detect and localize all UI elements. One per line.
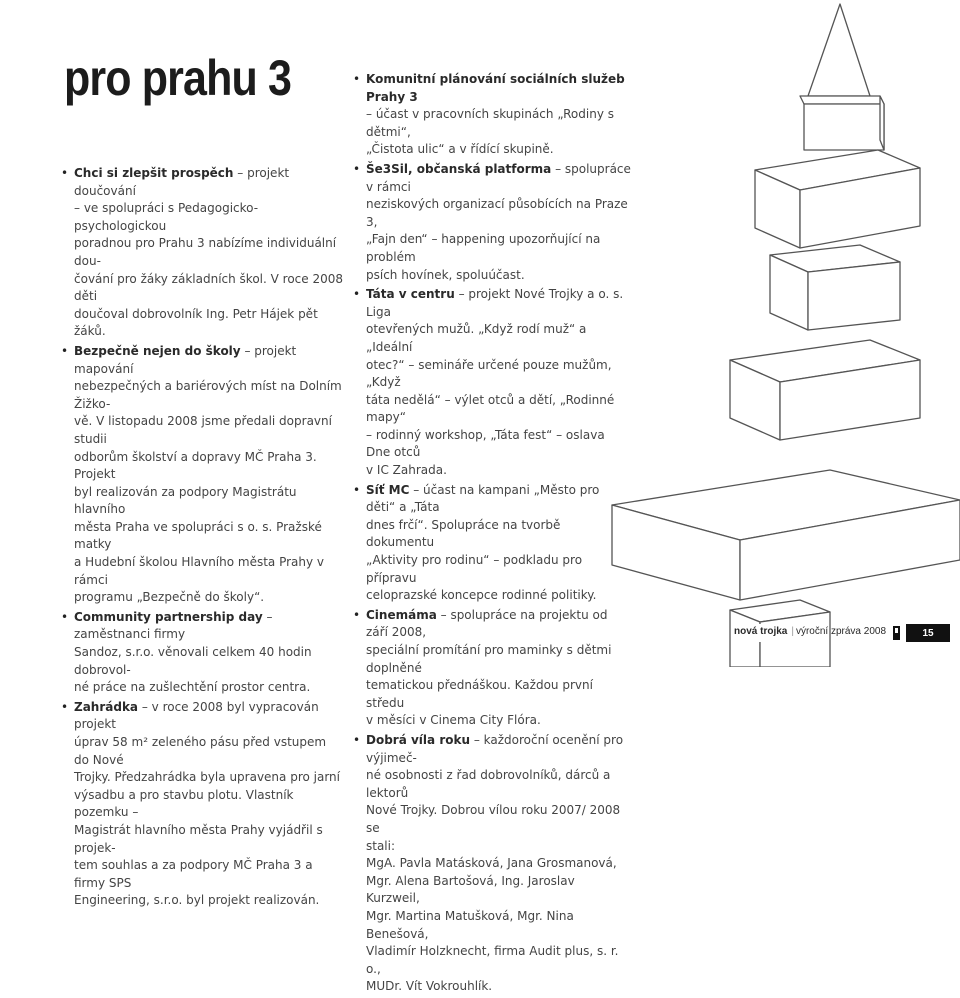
item-heading: Cinemáma <box>366 607 437 622</box>
footer-mark-icon <box>892 624 902 642</box>
bullet-icon: • <box>353 72 361 86</box>
bullet-icon: • <box>353 732 361 747</box>
list-item <box>60 165 344 341</box>
item-text: – zaměstnanci firmy Sandoz, s.r.o. věnovali celkem 40 hodin dobrovol- né práce na zušlechtění prostor centra. <box>74 609 312 695</box>
item-heading: Komunitní plánování sociálních služeb Prahy 3 <box>366 72 625 104</box>
page-title: pro prahu 3 <box>64 50 292 106</box>
bullet-icon: • <box>61 699 69 714</box>
left-column-list <box>60 165 344 912</box>
item-text: – účast na kampani „Město pro děti“ a „Táta dnes frčí“. Spolupráce na tvorbě dokumentu „Aktivity pro rodinu“ – podkladu pro přípravu celoprazské koncepce rodinné politiky. <box>366 482 600 603</box>
item-heading: Síť MC <box>366 482 410 497</box>
footer-report-title: výroční zpráva 2008 <box>795 626 887 637</box>
item-text: – projekt doučování – ve spolupráci s Pedagogicko-psychologickou poradnou pro Prahu 3 nabízíme individuální dou- čování pro žáky základních škol. V roce 2008 děti doučoval dobrovolník Ing. Petr Hájek pět žáků. <box>74 166 343 339</box>
bullet-icon: • <box>61 343 69 358</box>
item-heading: Chci si zlepšit prospěch <box>74 166 234 180</box>
list-item <box>352 71 632 159</box>
list-item <box>352 607 632 730</box>
item-text: – účast v pracovních skupinách „Rodiny s dětmi“, „Čistota ulic“ a v řídící skupině. <box>366 107 614 157</box>
list-item <box>60 609 344 697</box>
list-item <box>60 343 344 607</box>
bullet-icon: • <box>61 609 69 624</box>
list-item <box>60 699 344 910</box>
item-heading: Bezpečně nejen do školy <box>74 343 241 358</box>
item-text: – projekt mapování nebezpečných a bariérových míst na Dolním Žižko- vě. V listopadu 2008 jsme předali dopravní studii odborům školství a dopravy MČ Praha 3. Projekt byl realizován za podpory Magistrátu hlavního města Praha ve spolupráci s o. s. Pražské matky a Hudební školou Hlavního města Prahy v rámci programu „Bezpečně do školy“. <box>74 343 342 605</box>
item-text: – každoroční ocenění pro výjimeč- né osobnosti z řad dobrovolníků, dárců a lektorů Nové Trojky. Dobrou vílou roku 2007/ 2008 se stali: MgA. Pavla Matásková, Jana Grosmanová, Mgr. Alena Bartošová, Ing. Jaroslav Kurzweil, Mgr. Martina Matušková, Mgr. Nina Benešová, Vladimír Holzknecht, firma Audit plus, s. r. o., MUDr. Vít Vokrouhlík. <box>366 732 624 994</box>
item-text: – v roce 2008 byl vypracován projekt úprav 58 m² zeleného pásu před vstupem do Nové Trojky. Předzahrádka byla upravena pro jarní výsadbu a pro stavbu plotu. Vlastník pozemku – Magistrát hlavního města Prahy vyjádřil s projek- tem souhlas a za podpory MČ Praha 3 a firmy SPS Engineering, s.r.o. byl projekt realizován. <box>74 699 340 908</box>
item-text: – spolupráce v rámci neziskových organizací působících na Praze 3, „Fajn den“ – happening upozorňující na problém psích hovínek, spoluúčast. <box>366 161 631 282</box>
page-footer <box>734 624 950 642</box>
bullet-icon: • <box>353 607 361 622</box>
item-heading: Zahrádka <box>74 699 139 714</box>
item-heading: Še3Sil, občanská platforma <box>366 161 552 176</box>
item-heading: Táta v centru <box>366 287 455 302</box>
item-text: – spolupráce na projektu od září 2008, speciální promítání pro maminky s dětmi doplněné tematickou přednáškou. Každou první středu v měsíci v Cinema City Flóra. <box>366 607 612 728</box>
page-number: 15 <box>906 624 950 642</box>
bullet-icon: • <box>353 161 361 176</box>
footer-brand: nová trojka <box>734 624 791 642</box>
bullet-icon: • <box>353 482 361 497</box>
bullet-icon: • <box>353 287 361 302</box>
item-heading: Community partnership day <box>74 609 263 624</box>
list-item <box>352 286 632 480</box>
list-item <box>352 482 632 605</box>
footer-separator: | <box>791 626 794 637</box>
building-blocks-illustration <box>600 0 960 667</box>
list-item <box>352 732 632 996</box>
item-text: – projekt Nové Trojky a o. s. Liga otevřených mužů. „Když rodí muž“ a „Ideální otec?“ – semináře určené pouze mužům, „Když táta nedělá“ – výlet otců a dětí, „Rodinné mapy“ – rodinný workshop, „Táta fest“ – oslava Dne otců v IC Zahrada. <box>366 287 624 478</box>
bullet-icon: • <box>61 166 69 180</box>
list-item <box>352 161 632 284</box>
right-column-list <box>352 71 632 998</box>
item-heading: Dobrá víla roku <box>366 732 470 747</box>
